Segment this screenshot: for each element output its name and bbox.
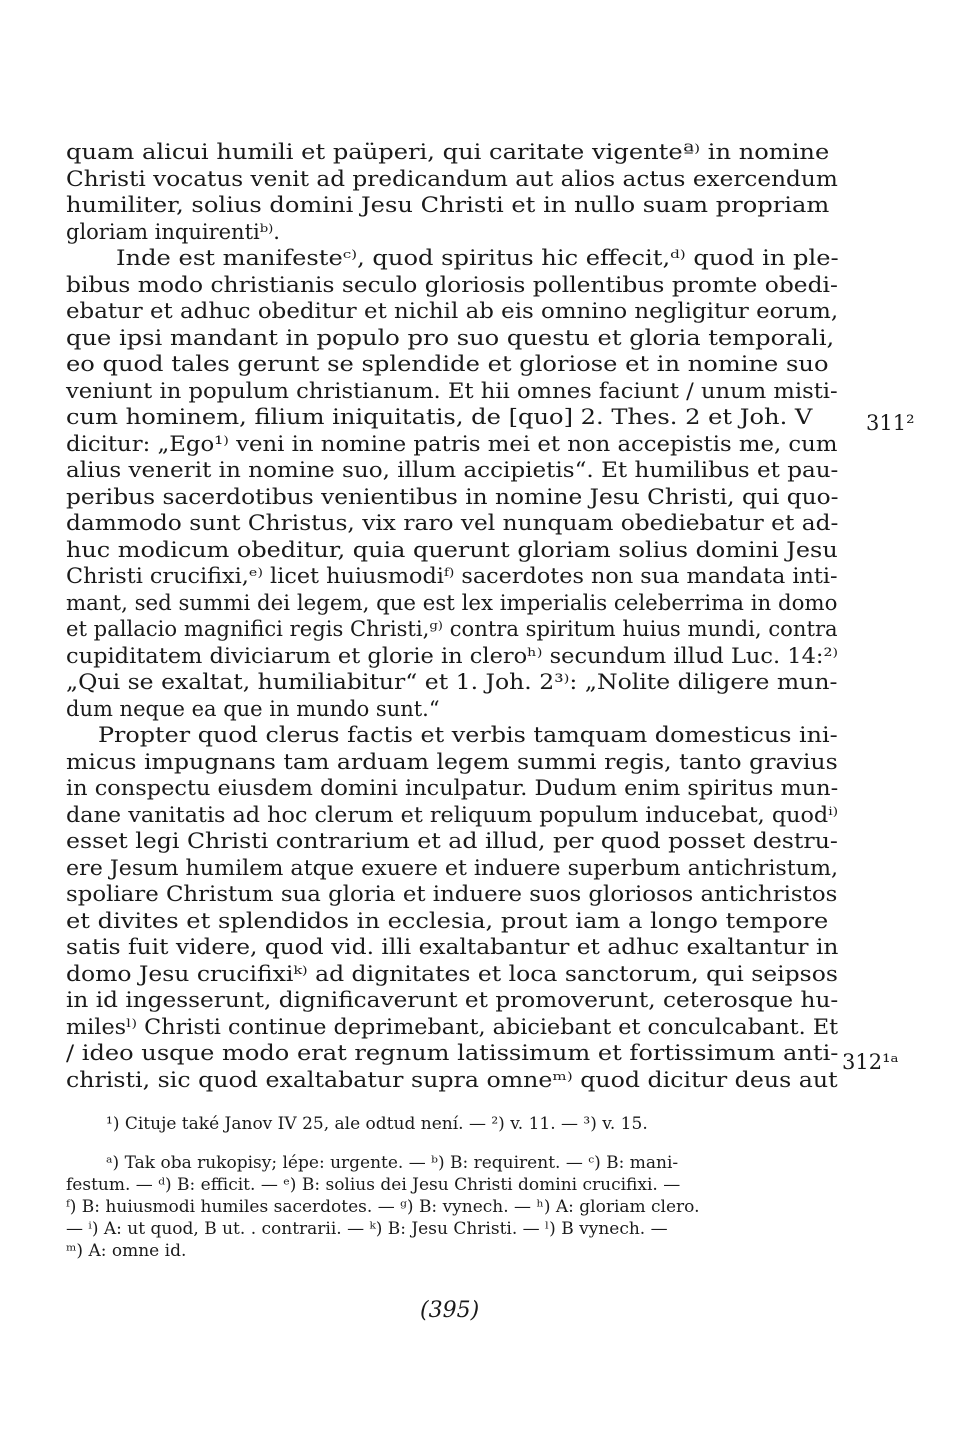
text-line: spoliare Christum sua gloria et induere suos gloriosos antichristos xyxy=(66,882,838,906)
text-line: Propter quod clerus factis et verbis tamquam domesticus ini- xyxy=(98,723,838,747)
text-line: gloriam inquirentiᵇ⁾. xyxy=(66,219,280,244)
text-line: eo quod tales gerunt se splendide et gloriose et in nomine suo xyxy=(66,352,829,376)
text-line: peribus sacerdotibus venientibus in nomine Jesu Christi, qui quo- xyxy=(66,484,839,509)
text-line: et pallacio magnifici regis Christi,ᵍ⁾ contra spiritum huius mundi, contra xyxy=(66,617,838,641)
text-line: dicitur: „Ego¹⁾ veni in nomine patris mei et non accepistis me, cum xyxy=(66,431,838,456)
text-line: humiliter, solius domini Jesu Christi et in nullo suam propriam xyxy=(66,193,830,217)
text-line: Christi crucifixi,ᵉ⁾ licet huiusmodiᶠ⁾ sacerdotes non sua mandata inti- xyxy=(66,564,838,588)
text-line: Inde est manifesteᶜ⁾, quod spiritus hic effecit,ᵈ⁾ quod in ple- xyxy=(116,246,839,270)
text-line: quam alicui humili et paüperi, qui caritate vigenteª⁾ in nomine xyxy=(66,140,830,164)
text-line: bibus modo christianis seculo gloriosis pollentibus promte obedi- xyxy=(66,272,838,297)
text-line: que ipsi mandant in populo pro suo questu et gloria temporali, xyxy=(66,325,835,350)
text-line: in id ingesserunt, dignificaverunt et promoverunt, ceterosque hu- xyxy=(66,988,839,1012)
text-line: / ideo usque modo erat regnum latissimum et fortissimum anti- xyxy=(66,1041,839,1065)
text-line: christi, sic quod exaltabatur supra omneᵐ⁾ quod dicitur deus aut xyxy=(66,1067,838,1092)
text-line: esset legi Christi contrarium et ad illud, per quod posset destru- xyxy=(66,829,838,853)
text-line: „Qui se exaltat, humiliabitur“ et 1. Joh. 2³⁾: „Nolite diligere mun- xyxy=(66,670,838,694)
page-number: (395) xyxy=(420,1298,480,1323)
text-line: cupiditatem diviciarum et glorie in cleroʰ⁾ secundum illud Luc. 14:²⁾ xyxy=(66,643,839,668)
text-line: et divites et splendidos in ecclesia, prout iam a longo tempore xyxy=(66,908,829,933)
text-line: cum hominem, filium iniquitatis, de [quo] 2. Thes. 2 et Joh. V xyxy=(66,405,813,429)
margin-note-311: 311² xyxy=(866,411,915,435)
margin-note-312: 312¹ᵃ xyxy=(842,1050,899,1074)
text-line: mant, sed summi dei legem, que est lex imperialis celeberrima in domo xyxy=(66,590,838,615)
text-line: milesˡ⁾ Christi continue deprimebant, abiciebant et conculcabant. Et xyxy=(66,1014,839,1039)
footnote-line: — ⁱ) A: ut quod, B ut. . contrarii. — ᵏ) B: Jesu Christi. — ˡ) B vynech. — xyxy=(66,1219,668,1239)
footnote-numbered: ¹) Cituje také Janov IV 25, ale odtud není. — ²) v. 11. — ³) v. 15. xyxy=(106,1114,648,1134)
text-line: veniunt in populum christianum. Et hii omnes faciunt / unum misti- xyxy=(66,378,838,403)
footnote-line: ᶠ) B: huiusmodi humiles sacerdotes. — ᵍ) B: vynech. — ʰ) A: gloriam clero. xyxy=(66,1197,700,1217)
text-line: dum neque ea que in mundo sunt.“ xyxy=(66,696,440,721)
text-line: satis fuit videre, quod vid. illi exaltabantur et adhuc exaltantur in xyxy=(66,935,839,959)
text-line: micus impugnans tam arduam legem summi regis, tanto gravius xyxy=(66,749,838,774)
text-line: in conspectu eiusdem domini inculpatur. Dudum enim spiritus mun- xyxy=(66,776,839,800)
text-line: Christi vocatus venit ad predicandum aut alios actus exercendum xyxy=(66,166,838,191)
text-line: dane vanitatis ad hoc clerum et reliquum populum inducebat, quodⁱ⁾ xyxy=(66,802,839,827)
text-line: dammodo sunt Christus, vix raro vel nunquam obediebatur et ad- xyxy=(66,511,839,535)
footnote-line: ᵃ) Tak oba rukopisy; lépe: urgente. — ᵇ) B: requirent. — ᶜ) B: mani- xyxy=(106,1153,679,1173)
text-line: ebatur et adhuc obeditur et nichil ab eis omnino negligitur eorum, xyxy=(66,299,839,323)
text-line: alius venerit in nomine suo, illum accipietis“. Et humilibus et pau- xyxy=(66,458,839,482)
footnote-line: ᵐ) A: omne id. xyxy=(66,1241,187,1261)
text-line: ere Jesum humilem atque exuere et induere superbum antichristum, xyxy=(66,855,839,880)
text-line: domo Jesu crucifixiᵏ⁾ ad dignitates et loca sanctorum, qui seipsos xyxy=(66,961,838,986)
footnote-line: festum. — ᵈ) B: efficit. — ᵉ) B: solius dei Jesu Christi domini crucifixi. — xyxy=(66,1175,681,1195)
text-line: huc modicum obeditur, quia querunt gloriam solius domini Jesu xyxy=(66,537,838,562)
